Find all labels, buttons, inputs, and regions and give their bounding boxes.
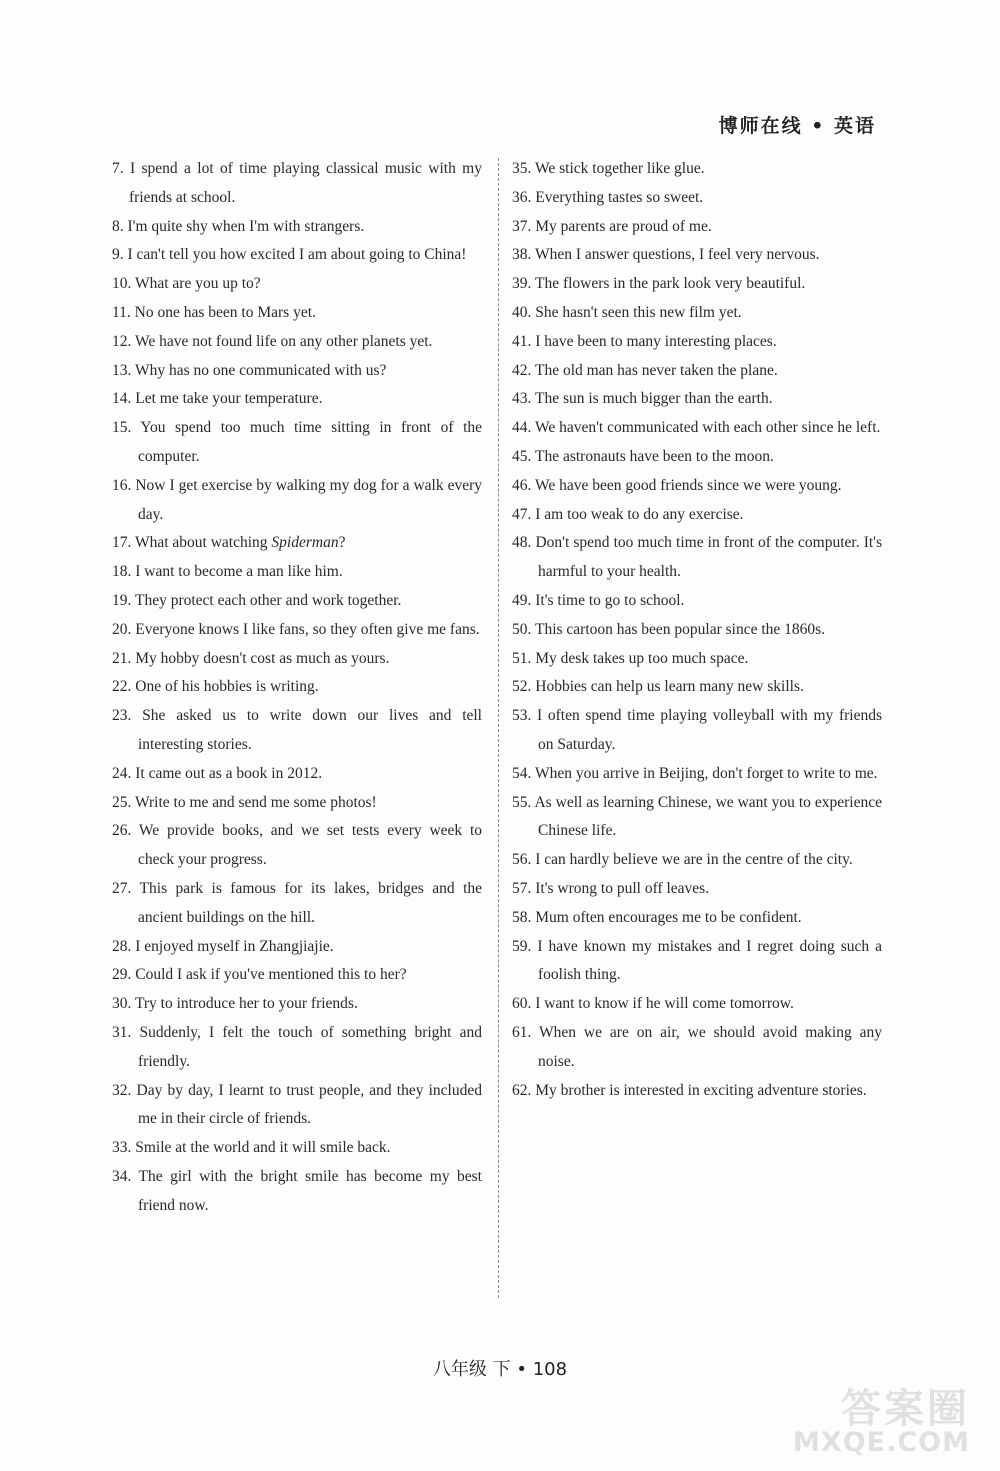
answer-item: 33. Smile at the world and it will smile back. — [112, 1139, 391, 1157]
answer-item: 54. When you arrive in Beijing, don't forget to write to me. — [512, 764, 878, 782]
answer-item: 7. I spend a lot of time playing classical music with my friends at school. — [112, 160, 482, 206]
watermark-mark: 答案圈 — [841, 1386, 970, 1432]
answer-item: 32. Day by day, I learnt to trust people, and they included me in their circle of friends. — [112, 1081, 482, 1128]
answer-item: 14. Let me take your temperature. — [112, 390, 323, 408]
answer-item: 52. Hobbies can help us learn many new skills. — [512, 678, 804, 696]
answer-item: 45. The astronauts have been to the moon. — [512, 447, 774, 465]
answer-column-left — [112, 155, 482, 1220]
answer-item: 43. The sun is much bigger than the earth. — [512, 390, 773, 408]
answer-item: 40. She hasn't seen this new film yet. — [512, 303, 742, 321]
answer-item: 62. My brother is interested in exciting adventure stories. — [512, 1081, 867, 1099]
answer-item: 38. When I answer questions, I feel very nervous. — [512, 246, 820, 264]
answer-item: 30. Try to introduce her to your friends. — [112, 995, 358, 1013]
page-footer: 八年级 下 • 108 — [432, 1359, 568, 1380]
answer-item: 49. It's time to go to school. — [512, 591, 685, 609]
answer-item: 26. We provide books, and we set tests every week to check your progress. — [112, 822, 482, 869]
answer-item: 51. My desk takes up too much space. — [512, 649, 749, 667]
answer-item: 12. We have not found life on any other planets yet. — [112, 332, 433, 350]
answer-item: 16. Now I get exercise by walking my dog for a walk every day. — [112, 476, 482, 523]
answer-item: 57. It's wrong to pull off leaves. — [512, 879, 710, 897]
answer-item: 47. I am too weak to do any exercise. — [512, 505, 744, 523]
answer-item: 23. She asked us to write down our lives and tell interesting stories. — [112, 707, 482, 753]
answer-item: 48. Don't spend too much time in front of the computer. It's harmful to your health. — [512, 534, 882, 581]
watermark-logo — [708, 1375, 978, 1467]
answer-item: 15. You spend too much time sitting in front of the computer. — [112, 419, 482, 465]
answer-column-right — [512, 155, 882, 1105]
answer-item: 61. When we are on air, we should avoid making any noise. — [512, 1023, 882, 1070]
answer-item: 39. The flowers in the park look very beautiful. — [512, 275, 806, 293]
answer-item: 27. This park is famous for its lakes, bridges and the ancient buildings on the hill. — [112, 879, 482, 926]
answer-item: 20. Everyone knows I like fans, so they often give me fans. — [112, 620, 480, 638]
answer-item: 50. This cartoon has been popular since the 1860s. — [512, 620, 826, 638]
answer-item: 41. I have been to many interesting places. — [512, 332, 777, 350]
answer-item: 53. I often spend time playing volleyball with my friends on Saturday. — [512, 707, 882, 753]
answer-item: 19. They protect each other and work together. — [112, 591, 402, 609]
answer-item: 18. I want to become a man like him. — [112, 563, 343, 581]
watermark-url: MXQE.COM — [793, 1427, 970, 1458]
answer-item: 29. Could I ask if you've mentioned this to her? — [112, 966, 407, 984]
answer-item: 9. I can't tell you how excited I am about going to China! — [112, 246, 467, 264]
answer-item: 46. We have been good friends since we were young. — [512, 476, 842, 494]
page-header-title: 博师在线 • 英语 — [718, 115, 876, 137]
answer-item: 59. I have known my mistakes and I regret doing such a foolish thing. — [512, 937, 882, 984]
answer-item: 24. It came out as a book in 2012. — [112, 764, 323, 782]
answer-item: 11. No one has been to Mars yet. — [112, 303, 316, 321]
answer-item: 8. I'm quite shy when I'm with strangers. — [112, 217, 365, 235]
answer-item: 22. One of his hobbies is writing. — [112, 678, 319, 696]
answer-item: 37. My parents are proud of me. — [512, 217, 712, 235]
answer-item: 25. Write to me and send me some photos! — [112, 793, 377, 811]
answer-item: 10. What are you up to? — [112, 275, 261, 293]
answer-item: 21. My hobby doesn't cost as much as yours. — [112, 649, 390, 667]
answer-item: 28. I enjoyed myself in Zhangjiajie. — [112, 937, 334, 955]
answer-item: 17. What about watching Spiderman? — [112, 534, 346, 552]
answer-item: 36. Everything tastes so sweet. — [512, 188, 704, 206]
answer-item: 34. The girl with the bright smile has become my best friend now. — [112, 1167, 482, 1214]
answer-item: 60. I want to know if he will come tomorrow. — [512, 995, 794, 1013]
answer-item: 13. Why has no one communicated with us? — [112, 361, 387, 379]
answer-item: 55. As well as learning Chinese, we want you to experience Chinese life. — [512, 793, 882, 840]
answer-item: 58. Mum often encourages me to be confident. — [512, 908, 802, 926]
column-divider — [498, 158, 499, 1298]
answer-item: 44. We haven't communicated with each other since he left. — [512, 419, 881, 437]
answer-item: 31. Suddenly, I felt the touch of something bright and friendly. — [112, 1023, 482, 1070]
answer-item: 35. We stick together like glue. — [512, 160, 705, 177]
answer-item: 56. I can hardly believe we are in the centre of the city. — [512, 851, 853, 869]
answer-item: 42. The old man has never taken the plane. — [512, 361, 778, 379]
